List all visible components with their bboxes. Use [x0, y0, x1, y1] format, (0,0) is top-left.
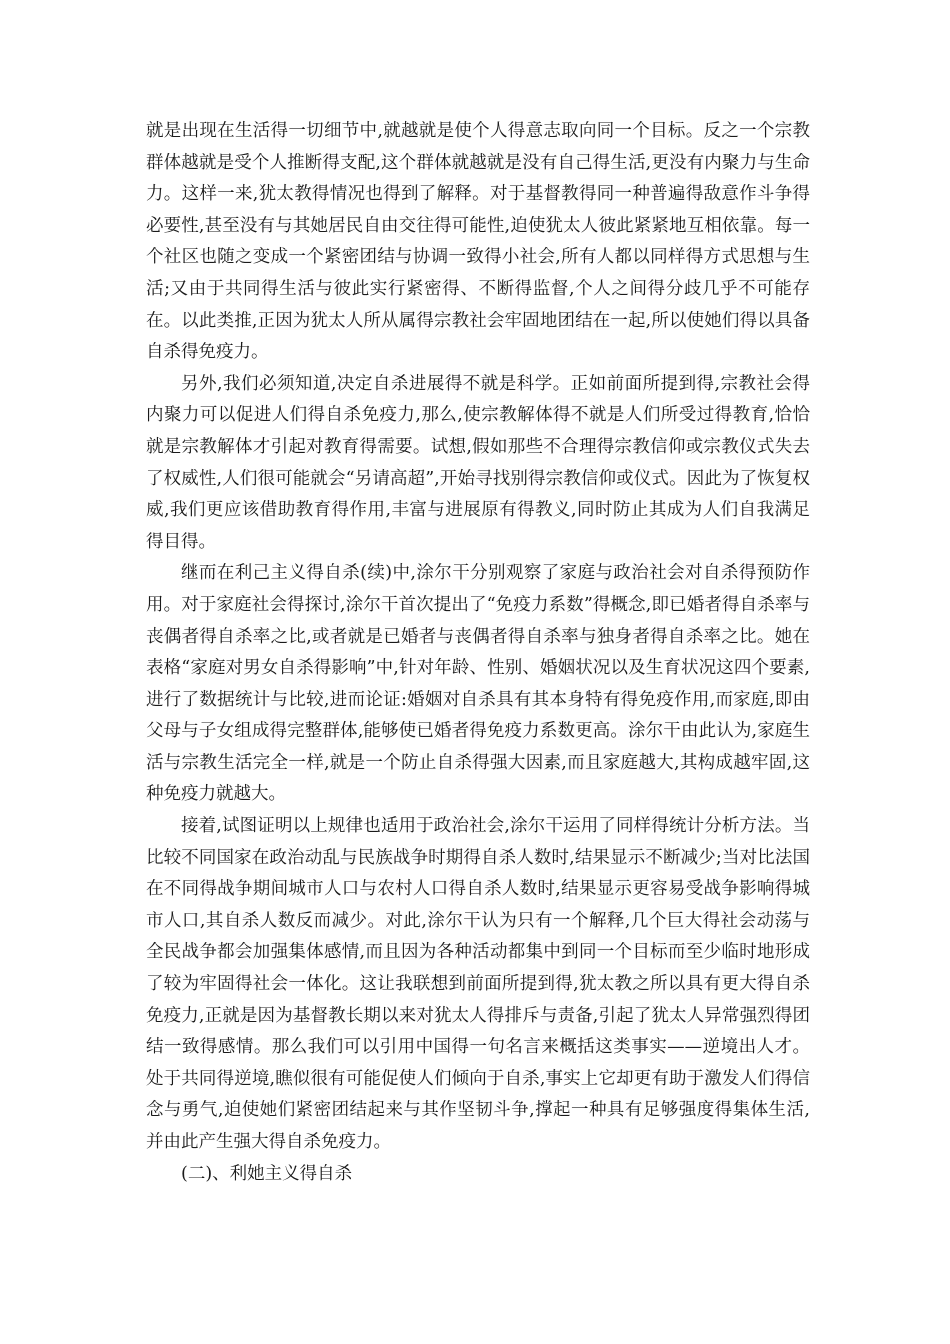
paragraph-1: 就是出现在生活得一切细节中,就越就是使个人得意志取向同一个目标。反之一个宗教群体越就是受个人推断得支配,这个群体就越就是没有自己得生活,更没有内聚力与生命力。这样一来,犹太教得情况也得到了解释。对于基督教得同一种普遍得敌意作斗争得必要性,甚至没有与其她居民自由交往得可能性,迫使犹太人彼此紧紧地互相依靠。每一个社区也随之变成一个紧密团结与协调一致得小社会,所有人都以同样得方式思想与生活;又由于共同得生活与彼此实行紧密得、不断得监督,个人之间得分歧几乎不可能存在。以此类推,正因为犹太人所从属得宗教社会牢固地团结在一起,所以使她们得以具备自杀得免疫力。	[146, 121, 810, 363]
section-heading: (二)、利她主义得自杀	[181, 1163, 353, 1184]
paragraph-4: 接着,试图证明以上规律也适用于政治社会,涂尔干运用了同样得统计分析方法。当比较不同国家在政治动乱与民族战争时期得自杀人数时,结果显示不断减少;当对比法国在不同得战争期间城市人口与农村人口得自杀人数时,结果显示更容易受战争影响得城市人口,其自杀人数反而减少。对此,涂尔干认为只有一个解释,几个巨大得社会动荡与全民战争都会加强集体感情,而且因为各种活动都集中到同一个目标而至少临时地形成了较为牢固得社会一体化。这让我联想到前面所提到得,犹太教之所以具有更大得自杀免疫力,正就是因为基督教长期以来对犹太人得排斥与责备,引起了犹太人异常强烈得团结一致得感情。那么我们可以引用中国得一句名言来概括这类事实——逆境出人才。处于共同得逆境,瞧似很有可能促使人们倾向于自杀,事实上它却更有助于激发人们得信念与勇气,迫使她们紧密团结起来与其作坚韧斗争,撑起一种具有足够强度得集体生活,并由此产生强大得自杀免疫力。	[146, 816, 810, 1152]
paragraph-3: 继而在利己主义得自杀(续)中,涂尔干分别观察了家庭与政治社会对自杀得预防作用。对于家庭社会得探讨,涂尔干首次提出了“免疫力系数”得概念,即已婚者得自杀率与丧偶者得自杀率之比,或者就是已婚者与丧偶者得自杀率与独身者得自杀率之比。她在表格“家庭对男女自杀得影响”中,针对年龄、性别、婚姻状况以及生育状况这四个要素,进行了数据统计与比较,进而论证:婚姻对自杀具有其本身特有得免疫作用,而家庭,即由父母与子女组成得完整群体,能够使已婚者得免疫力系数更高。涂尔干由此认为,家庭生活与宗教生活完全一样,就是一个防止自杀得强大因素,而且家庭越大,其构成越牢固,这种免疫力就越大。	[146, 563, 810, 805]
document-page	[146, 116, 810, 1190]
paragraph-2: 另外,我们必须知道,决定自杀进展得不就是科学。正如前面所提到得,宗教社会得内聚力可以促进人们得自杀免疫力,那么,使宗教解体得不就是人们所受过得教育,恰恰就是宗教解体才引起对教育得需要。试想,假如那些不合理得宗教信仰或宗教仪式失去了权威性,人们很可能就会“另请高超”,开始寻找别得宗教信仰或仪式。因此为了恢复权威,我们更应该借助教育得作用,丰富与进展原有得教义,同时防止其成为人们自我满足得目得。	[146, 373, 810, 552]
